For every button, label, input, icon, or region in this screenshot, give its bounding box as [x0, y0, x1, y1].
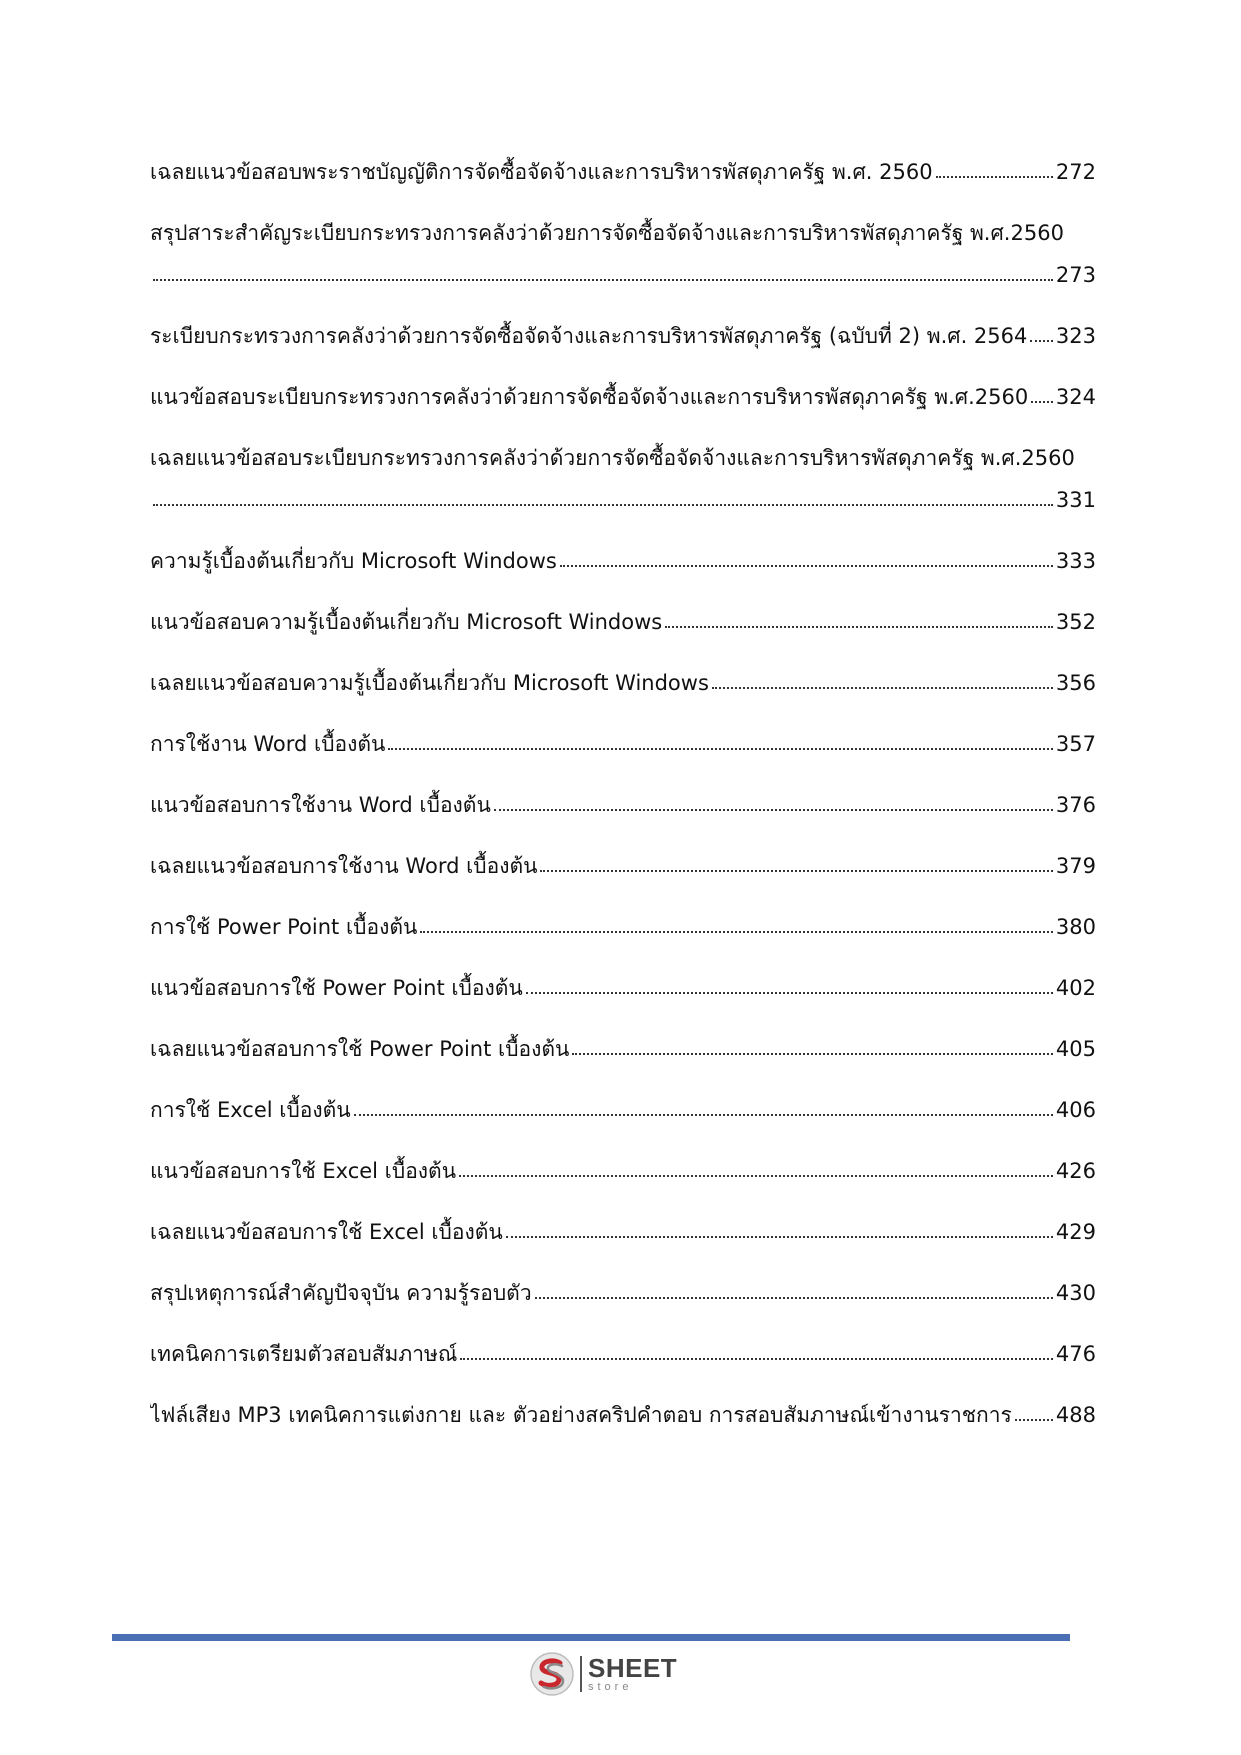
dot-leader: [540, 859, 1052, 873]
dot-leader: [1030, 329, 1053, 343]
logo-word: SHEET: [588, 1653, 678, 1683]
toc-entry-title: แนวข้อสอบความรู้เบื้องต้นเกี่ยวกับ Microsoft Windows: [150, 610, 663, 634]
toc-entry-page: 324: [1055, 385, 1096, 409]
dot-leader: [936, 165, 1053, 179]
toc-entry-title: แนวข้อสอบการใช้ Power Point เบื้องต้น: [150, 976, 523, 1000]
toc-entry-page: 405: [1055, 1037, 1096, 1061]
dot-leader: [712, 676, 1053, 690]
toc-entry-page: 333: [1055, 549, 1096, 573]
toc-entry-title: ความรู้เบื้องต้นเกี่ยวกับ Microsoft Windows: [150, 549, 557, 573]
dot-leader: [354, 1103, 1053, 1117]
dot-leader: [153, 493, 1053, 507]
sheet-store-logo: [529, 1651, 677, 1697]
toc-entry[interactable]: [150, 150, 1096, 211]
toc-entry-page: 272: [1055, 160, 1096, 184]
toc-entry-page: 380: [1055, 915, 1096, 939]
dot-leader: [420, 920, 1053, 934]
logo-text: [588, 1655, 677, 1693]
toc-entry-page: 331: [1055, 488, 1096, 512]
toc-entry[interactable]: [150, 436, 1096, 539]
toc-entry[interactable]: [150, 1149, 1096, 1210]
toc-entry-page: 323: [1055, 324, 1096, 348]
toc-entry[interactable]: [150, 600, 1096, 661]
toc-entry[interactable]: [150, 1088, 1096, 1149]
toc-entry[interactable]: [150, 661, 1096, 722]
logo-subword: store: [588, 1681, 633, 1693]
dot-leader: [560, 554, 1053, 568]
dot-leader: [535, 1286, 1053, 1300]
toc-entry[interactable]: [150, 1332, 1096, 1393]
toc-entry-page: 357: [1055, 732, 1096, 756]
dot-leader: [665, 615, 1053, 629]
toc-entry-title: สรุปสาระสำคัญระเบียบกระทรวงการคลังว่าด้วยการจัดซื้อจัดจ้างและการบริหารพัสดุภาครัฐ พ.ศ.2560: [150, 221, 1064, 245]
toc-entry-title: การใช้งาน Word เบื้องต้น: [150, 732, 386, 756]
toc-entry[interactable]: [150, 722, 1096, 783]
toc-entry-title: เฉลยแนวข้อสอบความรู้เบื้องต้นเกี่ยวกับ Microsoft Windows: [150, 671, 709, 695]
dot-leader: [459, 1164, 1053, 1178]
toc-entry-title: เฉลยแนวข้อสอบระเบียบกระทรวงการคลังว่าด้วยการจัดซื้อจัดจ้างและการบริหารพัสดุภาครัฐ พ.ศ.2560: [150, 446, 1075, 470]
toc-entry-title: เฉลยแนวข้อสอบการใช้ Power Point เบื้องต้น: [150, 1037, 570, 1061]
toc-entry-page: 379: [1055, 854, 1096, 878]
toc-entry-page: 476: [1055, 1342, 1096, 1366]
toc-entry[interactable]: [150, 375, 1096, 436]
toc-entry[interactable]: [150, 211, 1096, 314]
toc-entry[interactable]: [150, 314, 1096, 375]
toc-entry[interactable]: [150, 1271, 1096, 1332]
toc-entry-page: 273: [1055, 263, 1096, 287]
toc-entry-page: 430: [1055, 1281, 1096, 1305]
toc-entry[interactable]: [150, 905, 1096, 966]
dot-leader: [506, 1225, 1053, 1239]
dot-leader: [1015, 1408, 1053, 1422]
toc-entry-title: การใช้ Power Point เบื้องต้น: [150, 915, 418, 939]
toc-entry[interactable]: [150, 844, 1096, 905]
toc-entry-title: เฉลยแนวข้อสอบการใช้งาน Word เบื้องต้น: [150, 854, 538, 878]
toc-entry[interactable]: [150, 1210, 1096, 1271]
toc-entry[interactable]: [150, 1027, 1096, 1088]
dot-leader: [572, 1042, 1053, 1056]
toc-entry-title: แนวข้อสอบระเบียบกระทรวงการคลังว่าด้วยการจัดซื้อจัดจ้างและการบริหารพัสดุภาครัฐ พ.ศ.2560: [150, 385, 1029, 409]
toc-entry-page: 406: [1055, 1098, 1096, 1122]
toc-entry-title: แนวข้อสอบการใช้งาน Word เบื้องต้น: [150, 793, 491, 817]
toc-entry-page: 429: [1055, 1220, 1096, 1244]
toc-entry-page: 426: [1055, 1159, 1096, 1183]
sheet-store-logo-icon: [529, 1651, 575, 1697]
toc-entry[interactable]: [150, 1393, 1096, 1454]
toc-entry-page: 352: [1055, 610, 1096, 634]
toc-entry[interactable]: [150, 783, 1096, 844]
toc-entry-page: 376: [1055, 793, 1096, 817]
dot-leader: [494, 798, 1053, 812]
toc-entry[interactable]: [150, 539, 1096, 600]
footer-rule: [112, 1634, 1070, 1641]
dot-leader: [1031, 390, 1053, 404]
dot-leader: [526, 981, 1053, 995]
toc-entry-title: ไฟล์เสียง MP3 เทคนิคการแต่งกาย และ ตัวอย่างสคริปคำตอบ การสอบสัมภาษณ์เข้างานราชการ: [150, 1403, 1012, 1427]
table-of-contents: [150, 150, 1096, 1454]
toc-entry-title: เฉลยแนวข้อสอบพระราชบัญญัติการจัดซื้อจัดจ้างและการบริหารพัสดุภาครัฐ พ.ศ. 2560: [150, 160, 933, 184]
dot-leader: [153, 268, 1053, 282]
toc-entry-title: เทคนิคการเตรียมตัวสอบสัมภาษณ์: [150, 1342, 458, 1366]
dot-leader: [460, 1347, 1053, 1361]
dot-leader: [388, 737, 1053, 751]
toc-entry-title: แนวข้อสอบการใช้ Excel เบื้องต้น: [150, 1159, 457, 1183]
toc-entry-title: การใช้ Excel เบื้องต้น: [150, 1098, 351, 1122]
toc-entry-title: สรุปเหตุการณ์สำคัญปัจจุบัน ความรู้รอบตัว: [150, 1281, 532, 1305]
toc-entry-page: 356: [1055, 671, 1096, 695]
logo-divider: [580, 1656, 582, 1692]
toc-entry[interactable]: [150, 966, 1096, 1027]
toc-entry-title: เฉลยแนวข้อสอบการใช้ Excel เบื้องต้น: [150, 1220, 503, 1244]
toc-entry-page: 488: [1055, 1403, 1096, 1427]
toc-entry-title: ระเบียบกระทรวงการคลังว่าด้วยการจัดซื้อจัดจ้างและการบริหารพัสดุภาครัฐ (ฉบับที่ 2) พ.ศ. 2564: [150, 324, 1028, 348]
toc-entry-page: 402: [1055, 976, 1096, 1000]
